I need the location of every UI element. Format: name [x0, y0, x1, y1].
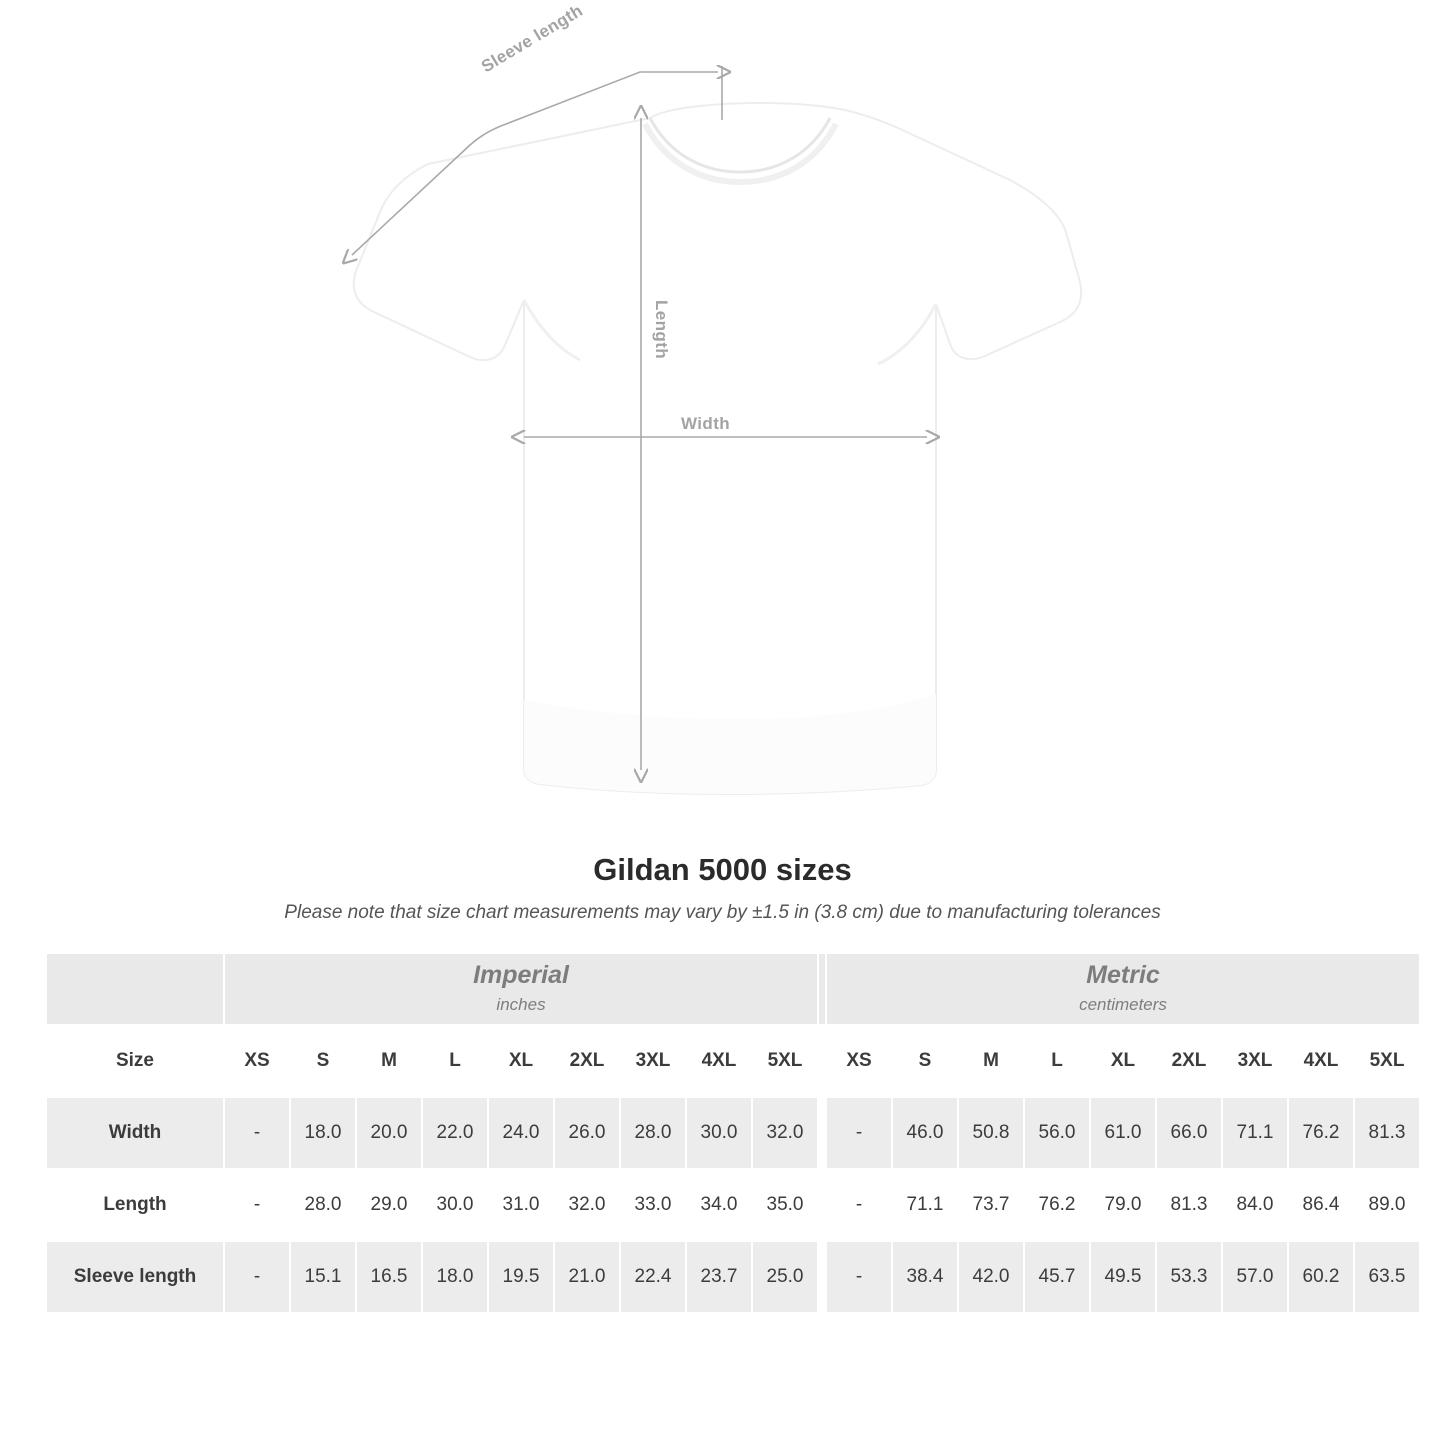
size-header-imperial-4xl: 4XL	[686, 1025, 752, 1097]
sleeve-imperial-xs: -	[224, 1241, 290, 1313]
sleeve-metric-m: 42.0	[958, 1241, 1024, 1313]
size-header-metric-3xl: 3XL	[1222, 1025, 1288, 1097]
size-header-metric-5xl: 5XL	[1354, 1025, 1420, 1097]
size-header-imperial-xs: XS	[224, 1025, 290, 1097]
width-metric-m: 50.8	[958, 1097, 1024, 1169]
width-metric-s: 46.0	[892, 1097, 958, 1169]
length-imperial-xs: -	[224, 1169, 290, 1241]
sleeve-metric-l: 45.7	[1024, 1241, 1090, 1313]
width-row-spacer	[818, 1097, 826, 1169]
width-metric-5xl: 81.3	[1354, 1097, 1420, 1169]
size-header-imperial-l: L	[422, 1025, 488, 1097]
size-header-imperial-xl: XL	[488, 1025, 554, 1097]
sleeve-length-label: Sleeve length	[478, 0, 587, 77]
row-label-length: Length	[46, 1169, 224, 1241]
length-metric-3xl: 84.0	[1222, 1169, 1288, 1241]
sleeve-imperial-4xl: 23.7	[686, 1241, 752, 1313]
length-metric-m: 73.7	[958, 1169, 1024, 1241]
width-imperial-5xl: 32.0	[752, 1097, 818, 1169]
length-metric-s: 71.1	[892, 1169, 958, 1241]
length-imperial-3xl: 33.0	[620, 1169, 686, 1241]
length-imperial-4xl: 34.0	[686, 1169, 752, 1241]
width-imperial-s: 18.0	[290, 1097, 356, 1169]
size-header-metric-xs: XS	[826, 1025, 892, 1097]
size-header-metric-4xl: 4XL	[1288, 1025, 1354, 1097]
row-label-sleeve-length: Sleeve length	[46, 1241, 224, 1313]
width-imperial-3xl: 28.0	[620, 1097, 686, 1169]
size-header-imperial-m: M	[356, 1025, 422, 1097]
sleeve-metric-xl: 49.5	[1090, 1241, 1156, 1313]
width-metric-xl: 61.0	[1090, 1097, 1156, 1169]
metric-subtitle: centimeters	[1079, 995, 1167, 1015]
width-imperial-xl: 24.0	[488, 1097, 554, 1169]
length-metric-l: 76.2	[1024, 1169, 1090, 1241]
width-imperial-2xl: 26.0	[554, 1097, 620, 1169]
size-chart-table	[45, 952, 1406, 1314]
length-metric-4xl: 86.4	[1288, 1169, 1354, 1241]
chart-heading	[0, 852, 1445, 924]
sleeve-imperial-m: 16.5	[356, 1241, 422, 1313]
width-imperial-m: 20.0	[356, 1097, 422, 1169]
sleeve-imperial-xl: 19.5	[488, 1241, 554, 1313]
metric-title: Metric	[1086, 960, 1160, 989]
sleeve-imperial-3xl: 22.4	[620, 1241, 686, 1313]
sleeve-metric-2xl: 53.3	[1156, 1241, 1222, 1313]
unit-header-spacer	[818, 953, 826, 1025]
table-size-header-row	[46, 1025, 1420, 1097]
imperial-subtitle: inches	[496, 995, 546, 1015]
width-metric-xs: -	[826, 1097, 892, 1169]
table-unit-header-row	[46, 953, 1420, 1025]
unit-header-blank	[46, 953, 224, 1025]
imperial-title: Imperial	[473, 960, 569, 989]
imperial-unit-header	[224, 953, 818, 1025]
length-label: Length	[652, 300, 671, 360]
size-header-metric-2xl: 2XL	[1156, 1025, 1222, 1097]
length-imperial-l: 30.0	[422, 1169, 488, 1241]
width-label: Width	[681, 414, 731, 433]
size-header-imperial-s: S	[290, 1025, 356, 1097]
size-header-metric-l: L	[1024, 1025, 1090, 1097]
size-header-imperial-2xl: 2XL	[554, 1025, 620, 1097]
size-row-label: Size	[46, 1025, 224, 1097]
page-title: Gildan 5000 sizes	[593, 852, 852, 887]
tshirt-shape	[354, 103, 1081, 794]
table-row	[46, 1097, 1420, 1169]
size-header-metric-s: S	[892, 1025, 958, 1097]
size-header-spacer	[818, 1025, 826, 1097]
table-row	[46, 1169, 1420, 1241]
length-imperial-2xl: 32.0	[554, 1169, 620, 1241]
sleeve-metric-3xl: 57.0	[1222, 1241, 1288, 1313]
width-metric-3xl: 71.1	[1222, 1097, 1288, 1169]
size-header-metric-xl: XL	[1090, 1025, 1156, 1097]
width-metric-4xl: 76.2	[1288, 1097, 1354, 1169]
length-imperial-s: 28.0	[290, 1169, 356, 1241]
sleeve-metric-s: 38.4	[892, 1241, 958, 1313]
length-metric-5xl: 89.0	[1354, 1169, 1420, 1241]
width-metric-l: 56.0	[1024, 1097, 1090, 1169]
length-metric-xs: -	[826, 1169, 892, 1241]
length-imperial-m: 29.0	[356, 1169, 422, 1241]
metric-unit-header	[826, 953, 1420, 1025]
length-imperial-5xl: 35.0	[752, 1169, 818, 1241]
sleeve-imperial-s: 15.1	[290, 1241, 356, 1313]
sleeve-imperial-l: 18.0	[422, 1241, 488, 1313]
sleeve-metric-4xl: 60.2	[1288, 1241, 1354, 1313]
sleeve-imperial-2xl: 21.0	[554, 1241, 620, 1313]
table-row	[46, 1241, 1420, 1313]
sleeve-row-spacer	[818, 1241, 826, 1313]
row-label-width: Width	[46, 1097, 224, 1169]
width-imperial-xs: -	[224, 1097, 290, 1169]
size-header-imperial-5xl: 5XL	[752, 1025, 818, 1097]
tolerance-note: Please note that size chart measurements may vary by ±1.5 in (3.8 cm) due to manufacturing tolerances	[284, 902, 1161, 923]
size-header-metric-m: M	[958, 1025, 1024, 1097]
width-imperial-l: 22.0	[422, 1097, 488, 1169]
width-imperial-4xl: 30.0	[686, 1097, 752, 1169]
length-metric-xl: 79.0	[1090, 1169, 1156, 1241]
length-row-spacer	[818, 1169, 826, 1241]
length-metric-2xl: 81.3	[1156, 1169, 1222, 1241]
sleeve-imperial-5xl: 25.0	[752, 1241, 818, 1313]
sleeve-metric-xs: -	[826, 1241, 892, 1313]
width-metric-2xl: 66.0	[1156, 1097, 1222, 1169]
size-header-imperial-3xl: 3XL	[620, 1025, 686, 1097]
length-imperial-xl: 31.0	[488, 1169, 554, 1241]
sleeve-metric-5xl: 63.5	[1354, 1241, 1420, 1313]
